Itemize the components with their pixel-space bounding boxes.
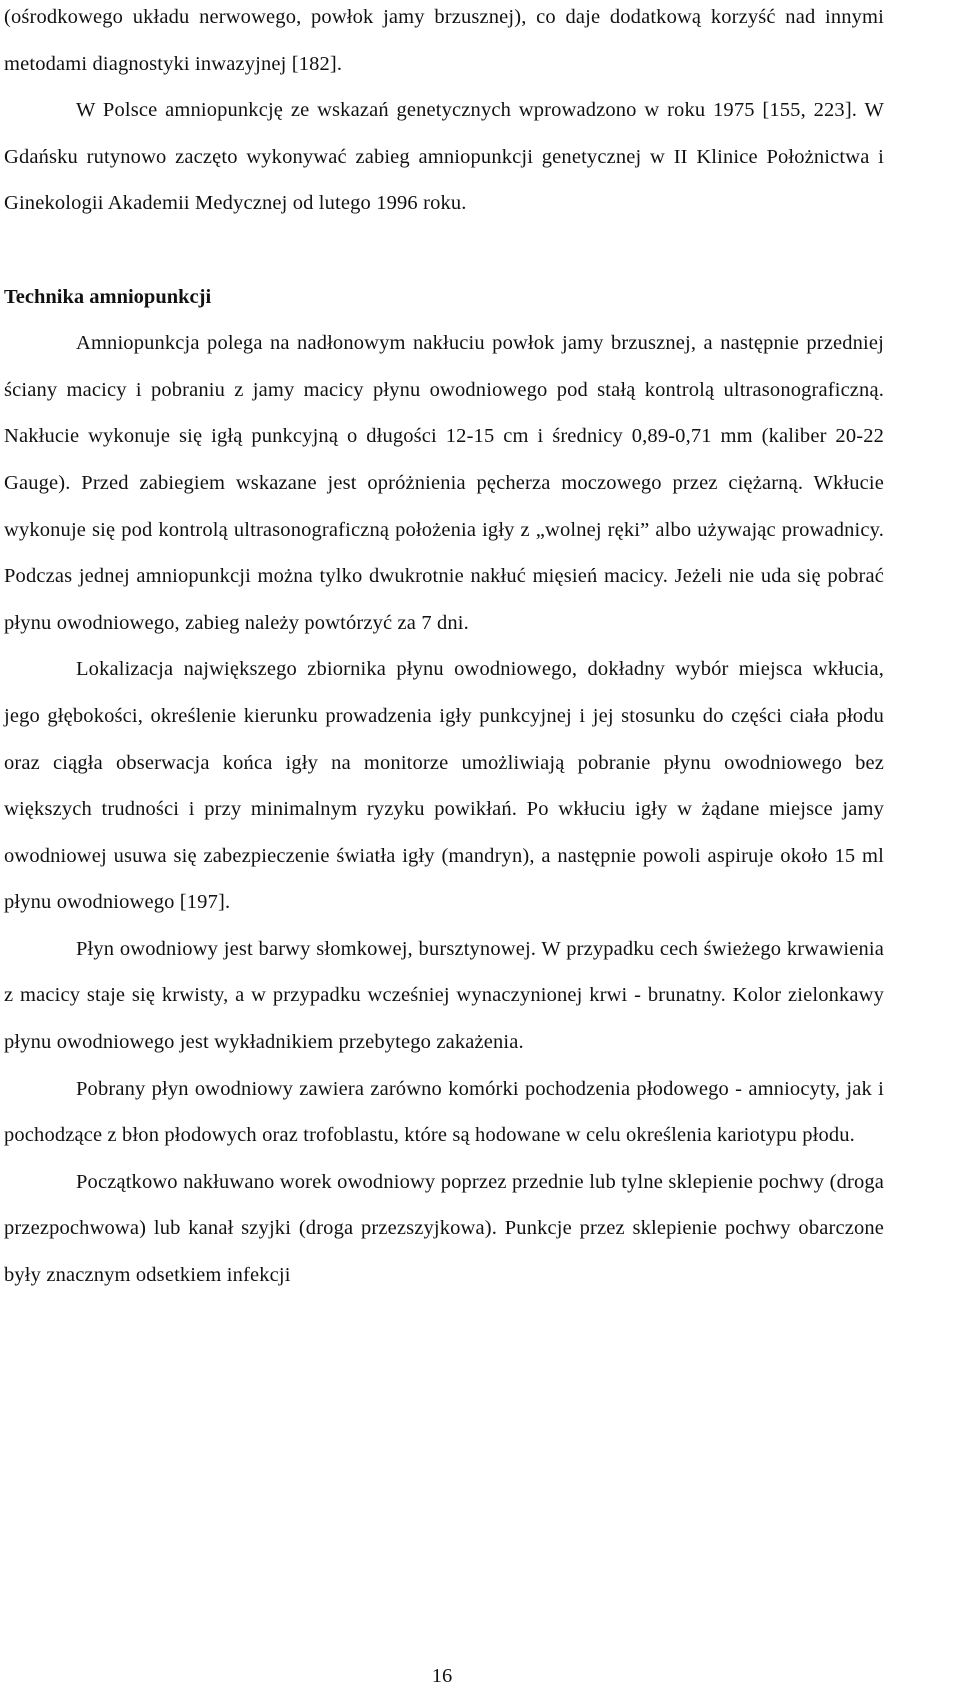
section-heading: Technika amniopunkcji — [4, 285, 212, 308]
paragraph-technique: Amniopunkcja polega na nadłonowym nakłuciu powłok jamy brzusznej, a następnie przedniej ściany macicy i pobraniu z jamy macicy płynu owodniowego pod stałą kontrolą ultrasonograficzną. Nakłucie wykonuje się igłą punkcyjną o długości 12-15 cm i średnicy 0,89-0,71 mm (kaliber 20-22 Gauge). Przed zabiegiem wskazane jest opróżnienia pęcherza moczowego przez ciężarną. Wkłucie wykonuje się pod kontrolą ultrasonograficzną położenia igły z „wolnej ręki” albo używając prowadnicy. Podczas jednej amniopunkcji można tylko dwukrotnie nakłuć mięsień macicy. Jeżeli nie uda się pobrać płynu owodniowego, zabieg należy powtórzyć za 7 dni. — [4, 332, 884, 634]
page-number: 16 — [431, 1665, 453, 1687]
paragraph-cells: Pobrany płyn owodniowy zawiera zarówno komórki pochodzenia płodowego - amniocyty, jak i pochodzące z błon płodowych oraz trofoblastu, które są hodowane w celu określenia kariotypu płodu. — [4, 1077, 884, 1147]
page-content — [4, 0, 884, 1299]
paragraph-history-technique: Początkowo nakłuwano worek owodniowy poprzez przednie lub tylne sklepienie pochwy (droga przezpochwowa) lub kanał szyjki (droga przezszyjkowa). Punkcje przez sklepienie pochwy obarczone były znacznym odsetkiem infekcji — [4, 1170, 884, 1287]
paragraph-fluid-color: Płyn owodniowy jest barwy słomkowej, bursztynowej. W przypadku cech świeżego krwawienia z macicy staje się krwisty, a w przypadku wcześniej wynaczynionej krwi - brunatny. Kolor zielonkawy płynu owodniowego jest wykładnikiem przebytego zakażenia. — [4, 937, 884, 1054]
paragraph-localization: Lokalizacja największego zbiornika płynu owodniowego, dokładny wybór miejsca wkłucia, jego głębokości, określenie kierunku prowadzenia igły punkcyjnej i jej stosunku do części ciała płodu oraz ciągła obserwacja końca igły na monitorze umożliwiają pobranie płynu owodniowego bez większych trudności i przy minimalnym ryzyku powikłań. Po wkłuciu igły w żądane miejsce jamy owodniowej usuwa się zabezpieczenie światła igły (mandryn), a następnie powoli aspiruje około 15 ml płynu owodniowego [197]. — [4, 658, 884, 914]
paragraph-continuation: (ośrodkowego układu nerwowego, powłok jamy brzusznej), co daje dodatkową korzyść nad innymi metodami diagnostyki inwazyjnej [182]. — [4, 6, 884, 75]
paragraph-history: W Polsce amniopunkcję ze wskazań genetycznych wprowadzono w roku 1975 [155, 223]. W Gdańsku rutynowo zaczęto wykonywać zabieg amniopunkcji genetycznej w II Klinice Położnictwa i Ginekologii Akademii Medycznej od lutego 1996 roku. — [4, 99, 884, 215]
